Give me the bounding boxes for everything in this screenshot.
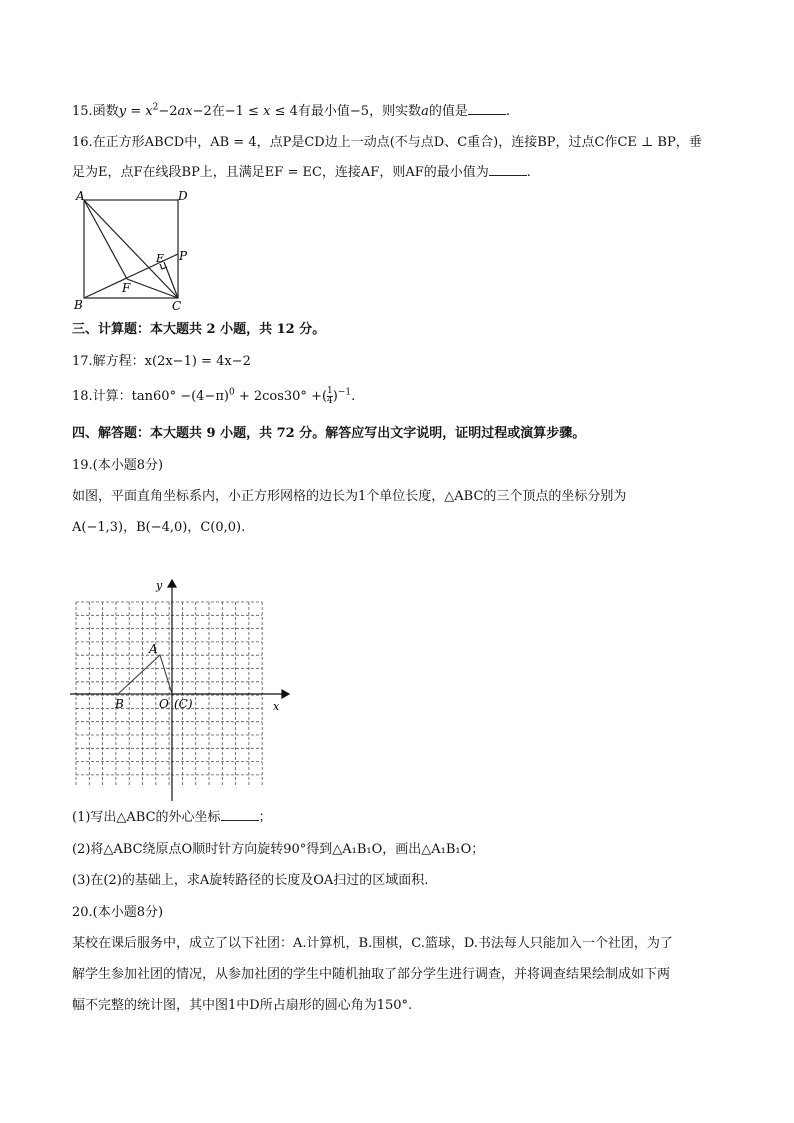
q19-line1: 如图，平面直角坐标系内，小正方形网格的边长为1个单位长度，△ABC的三个顶点的坐标分别为	[72, 489, 627, 504]
label-b: B	[115, 697, 124, 711]
answer-blank	[468, 102, 506, 115]
diagonal-ac	[84, 200, 178, 298]
label-o: O	[159, 697, 169, 711]
coordinate-grid-figure	[70, 575, 290, 803]
y-axis-arrow	[168, 580, 176, 587]
q19-line2: A(−1,3)，B(−4,0)，C(0,0).	[72, 520, 246, 535]
q18-exp: −1	[337, 387, 352, 398]
label-d: D	[178, 190, 188, 203]
q19-sub3: (3)在(2)的基础上，求A旋转路径的长度及OA扫过的区域面积.	[72, 873, 429, 888]
section-3-title: 三、计算题：本大题共 2 小题，共 12 分。	[72, 322, 326, 337]
label-p: P	[179, 249, 188, 263]
q15-suffix: 有最小值	[297, 104, 350, 119]
label-y: y	[156, 579, 163, 592]
q19-sub1	[72, 808, 272, 828]
q18-exp0: 0	[228, 387, 235, 398]
question-15: 15.函数$y = x^2-2ax-2$在−1 ≤ x ≤ 4有最小值−5，则实数a的值是 .	[72, 102, 510, 119]
square-figure	[72, 190, 202, 315]
x-axis-arrow	[282, 690, 289, 698]
q20-line2: 解学生参加社团的情况，从参加社团的学生中随机抽取了部分学生进行调查，并将调查结果绘制成如下两	[72, 967, 671, 982]
section-4-title: 四、解答题：本大题共 9 小题，共 72 分。解答应写出文字说明，证明过程或演算步骤。	[72, 426, 586, 441]
segment-fc	[127, 279, 178, 298]
triangle-abc	[118, 655, 172, 694]
answer-blank	[221, 808, 259, 821]
q18-text: 18.计算：tan60° −(4−π)	[72, 389, 229, 404]
fraction-numerator: 1	[327, 386, 333, 396]
label-e: E	[156, 252, 165, 265]
answer-blank	[489, 163, 527, 176]
label-b: B	[74, 298, 83, 312]
label-a: A	[76, 190, 85, 203]
q16-line1: 16.在正方形ABCD中，AB = 4，点P是CD边上一动点(不与点D、C重合)，连接BP，过点C作CE ⊥ BP，垂	[72, 135, 702, 150]
q19-sub2: (2)将△ABC绕原点O顺时针方向旋转90°得到△A₁B₁O，画出△A₁B₁O；	[72, 842, 485, 857]
q15-ask: ，则实数	[369, 104, 422, 119]
q16-line2-text: 足为E，点F在线段BP上，且满足EF = EC，连接AF，则AF的最小值为	[72, 165, 489, 180]
q15-prefix: 函数	[92, 104, 119, 119]
q20-line1: 某校在课后服务中，成立了以下社团：A.计算机，B.围棋，C.篮球，D.书法每人只能加入一个社团，为了	[72, 936, 673, 951]
q15-end: .	[505, 104, 510, 119]
q18-end: .	[351, 389, 356, 404]
label-a: A	[149, 642, 158, 656]
q16-end: .	[526, 165, 531, 180]
q20-line3: 幅不完整的统计图，其中图1中D所占扇形的圆心角为150°.	[72, 998, 413, 1013]
fraction	[327, 387, 333, 406]
question-18: 18.计算：$\tan 60^\circ -(4-\pi)^0 + 2\cos 30^\circ +(\frac{1}{4})^{-1}$.	[72, 386, 356, 406]
q15-min: −5	[349, 104, 370, 119]
q15-ask2: 的值是	[428, 104, 468, 119]
q15-cond: 在	[211, 104, 225, 119]
label-f: F	[122, 281, 131, 295]
question-17: 17.解方程：x(2x−1) = 4x−2	[72, 354, 251, 369]
segment-af	[84, 200, 127, 279]
q20-header: 20.(本小题8分)	[72, 905, 164, 920]
q16-line2	[72, 163, 531, 183]
q18-mid: + 2cos30° +	[234, 389, 322, 404]
q19-sub1-text: (1)写出△ABC的外心坐标	[72, 810, 221, 825]
fraction-denominator: 4	[327, 396, 333, 406]
label-c: (C)	[174, 697, 193, 711]
label-x: x	[273, 700, 280, 713]
label-c: C	[172, 299, 182, 313]
q15-number: 15.	[72, 104, 93, 119]
q19-sub1-end: ；	[258, 810, 272, 825]
q19-header: 19.(本小题8分)	[72, 458, 164, 473]
